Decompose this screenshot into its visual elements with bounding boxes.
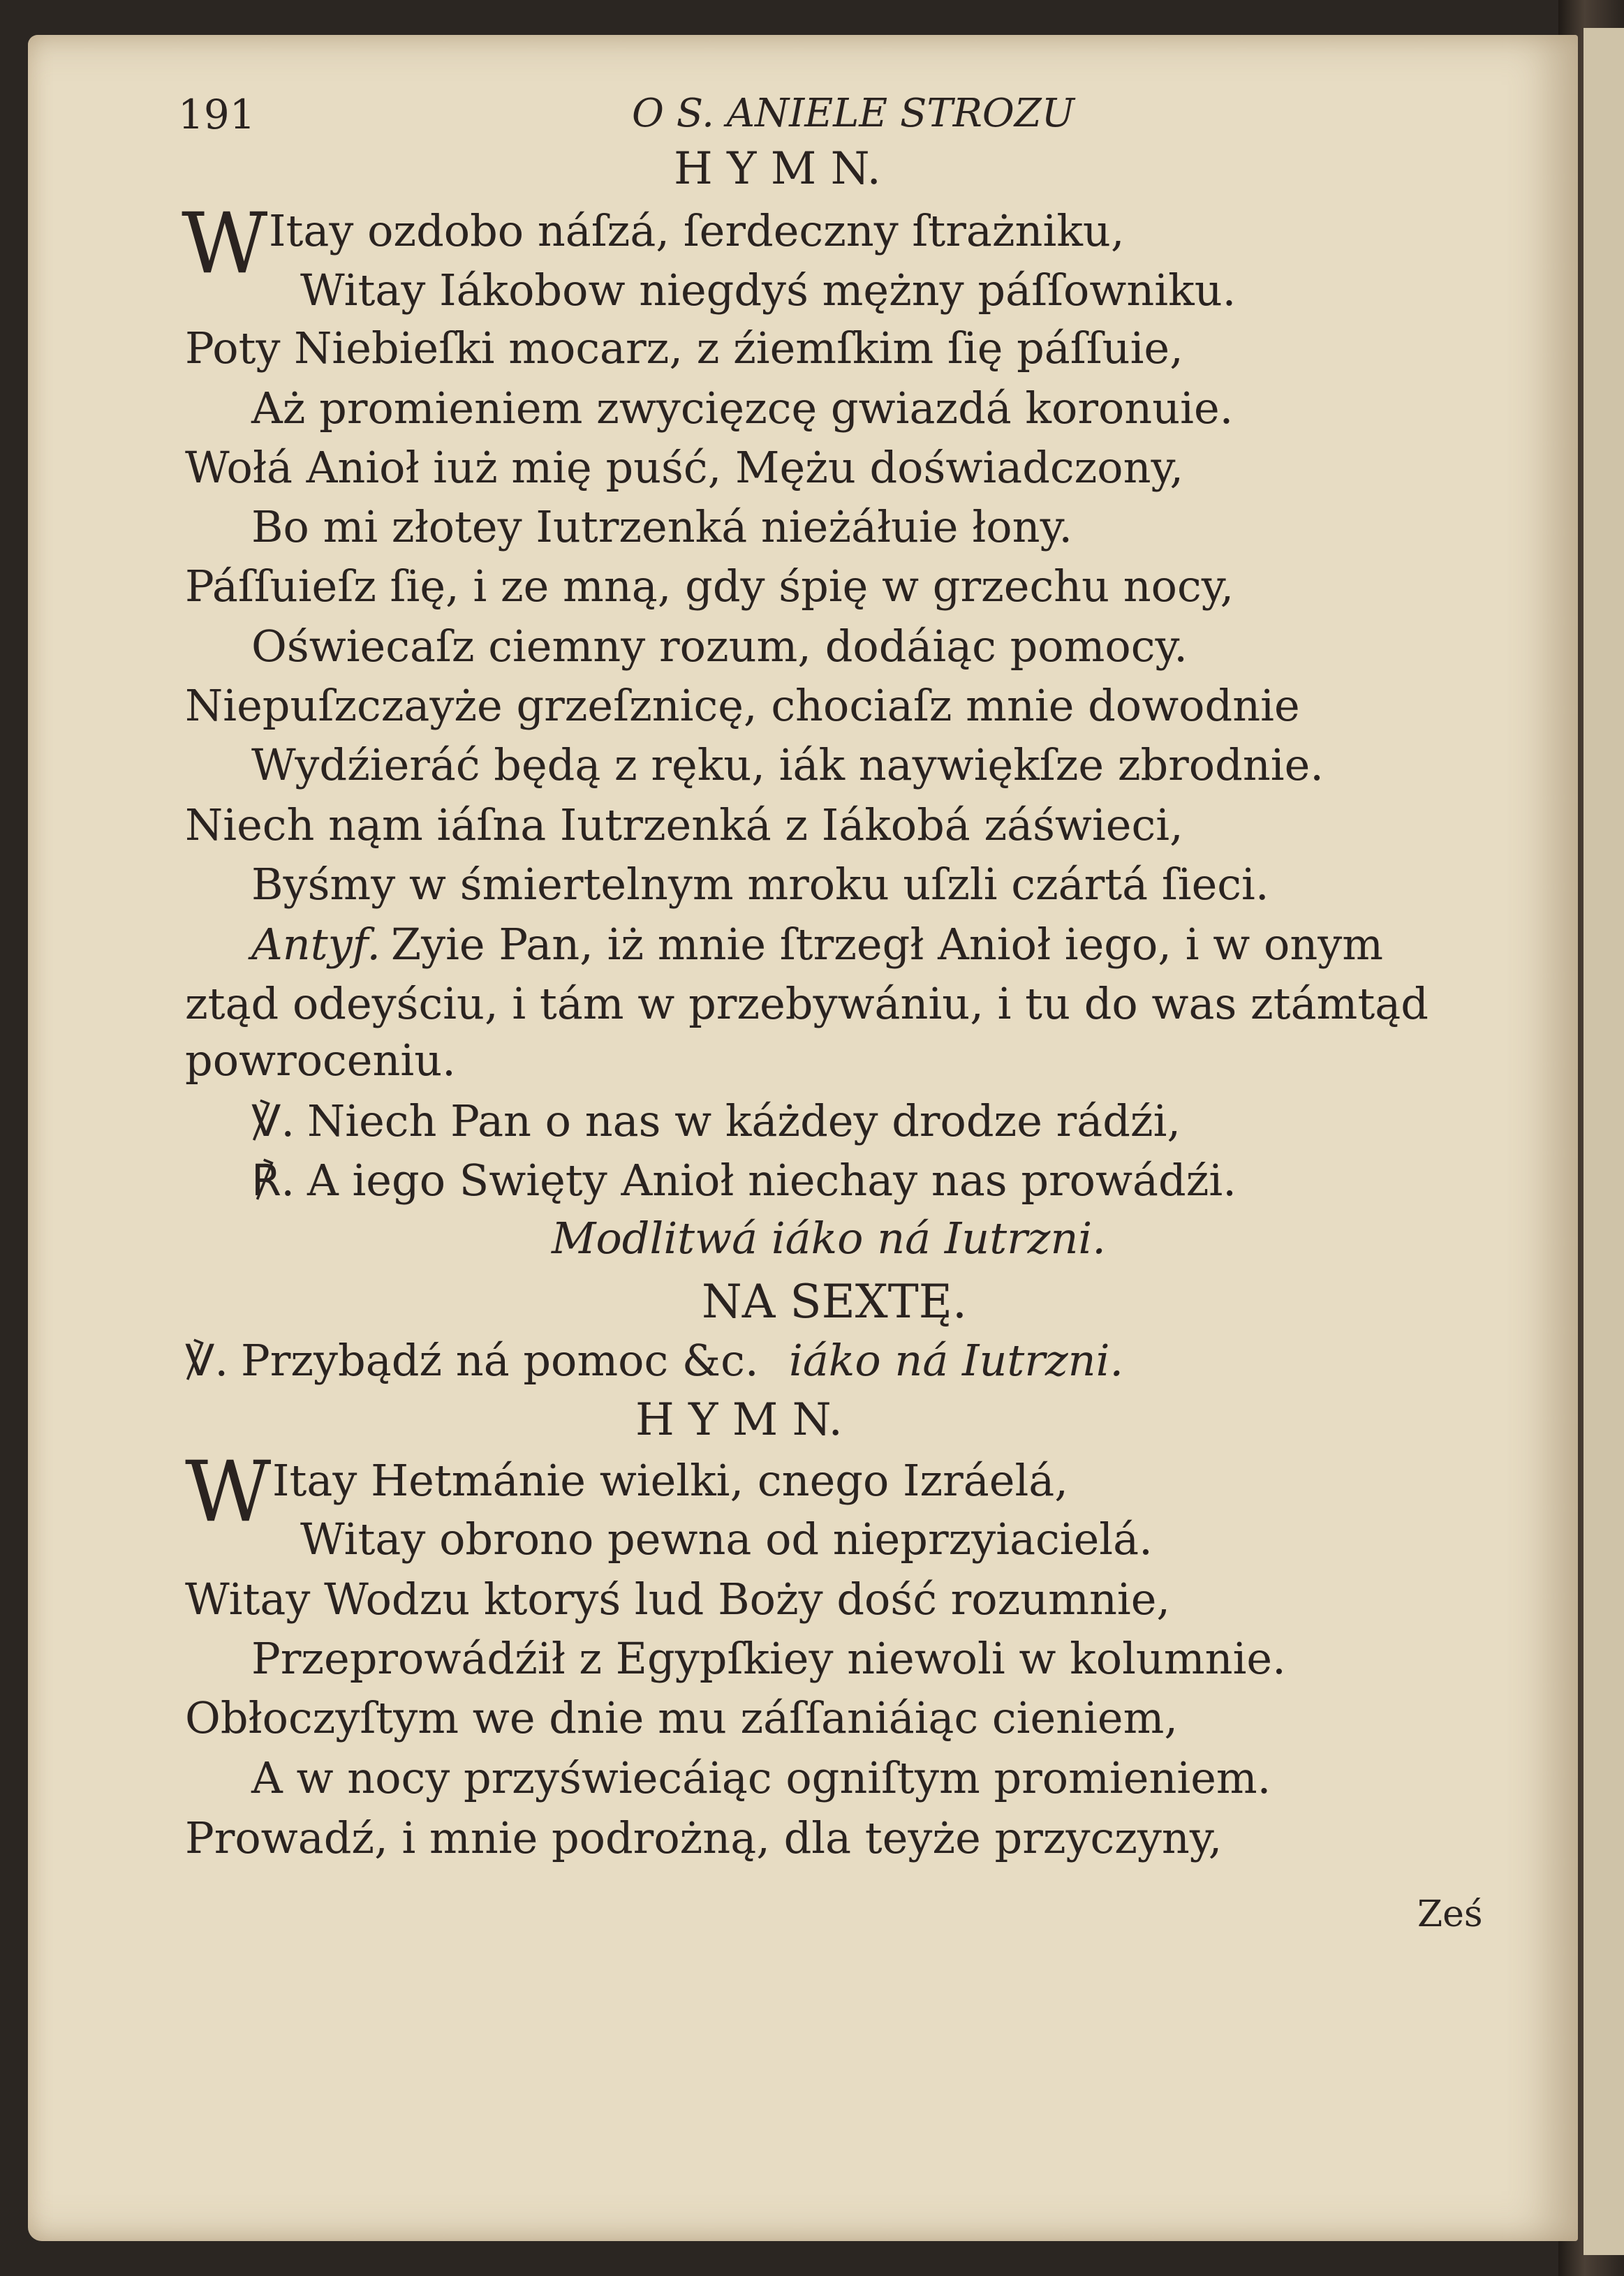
hymn-line: Wydźieráć będą z ręku, iák naywiękſze zbrodnie. bbox=[251, 739, 1324, 790]
antiphon-label: Antyf. bbox=[251, 919, 381, 970]
hymn-line: Itay ozdobo náſzá, ſerdeczny ſtrażniku, bbox=[269, 205, 1125, 256]
hymn-line: Witay obrono pewna od nieprzyiacielá. bbox=[300, 1514, 1153, 1565]
versicle-symbol: ℣. bbox=[185, 1335, 229, 1386]
response-text: A iego Swięty Anioł niechay nas prowádźi. bbox=[307, 1155, 1237, 1206]
hymn-line: Niepuſzczayże grzeſznicę, chociaſz mnie dowodnie bbox=[185, 680, 1300, 731]
hymn-line: Páſſuieſz ſię, i ze mną, gdy śpię w grzechu nocy, bbox=[185, 561, 1234, 612]
hymn-line: Niech nąm iáſna Iutrzenká z Iákobá záświeci, bbox=[185, 799, 1183, 850]
versicle-symbol: ℣. bbox=[251, 1095, 295, 1146]
hymn-line: Bo mi złotey Iutrzenká nieżáłuie łony. bbox=[251, 501, 1073, 552]
hymn-line: Prowadź, i mnie podrożną, dla teyże przyczyny, bbox=[185, 1812, 1223, 1863]
drop-cap: W bbox=[182, 195, 268, 293]
response-symbol: ℟. bbox=[251, 1155, 295, 1206]
hymn-line: Itay Hetmánie wielki, cnego Izráelá, bbox=[272, 1455, 1068, 1506]
hymn-title: H Y M N. bbox=[674, 143, 881, 195]
hymn-line: Oświecaſz ciemny rozum, dodáiąc pomocy. bbox=[251, 621, 1188, 672]
antiphon-text: Zyie Pan, iż mnie ſtrzegł Anioł iego, i w onym bbox=[391, 919, 1384, 970]
section-title: NA SEXTĘ. bbox=[702, 1275, 967, 1329]
drop-cap: W bbox=[185, 1444, 272, 1541]
hymn-line: Aż promieniem zwycięzcę gwiazdá koronuie. bbox=[251, 383, 1234, 434]
section-versicle-italic: iáko ná Iutrzni. bbox=[789, 1335, 1124, 1386]
hymn-line: A w nocy przyświecáiąc ogniſtym promieniem. bbox=[251, 1752, 1271, 1803]
running-head: O S. ANIELE STROZU bbox=[632, 91, 1075, 136]
hymn-line: Obłoczyſtym we dnie mu záſſaniáiąc cieniem, bbox=[185, 1692, 1179, 1743]
hymn-line: Poty Niebieſki mocarz, z źiemſkim ſię páſſuie, bbox=[185, 323, 1183, 374]
catchword: Ześ bbox=[1417, 1893, 1483, 1935]
prayer-note: Modlitwá iáko ná Iutrzni. bbox=[552, 1213, 1106, 1264]
hymn-title: H Y M N. bbox=[635, 1394, 843, 1446]
hymn-line: Wołá Anioł iuż mię puść, Mężu doświadczony, bbox=[185, 442, 1184, 493]
section-versicle-text: Przybądź ná pomoc &c. bbox=[241, 1335, 759, 1386]
hymn-line: Przeprowádźił z Egypſkiey niewoli w kolumnie. bbox=[251, 1633, 1286, 1684]
hymn-line: Byśmy w śmiertelnym mroku uſzli czártá ſieci. bbox=[251, 859, 1269, 910]
book-page bbox=[28, 35, 1578, 2241]
facing-page-edge bbox=[1584, 28, 1624, 2255]
hymn-line: Witay Wodzu ktoryś lud Boży dość rozumnie, bbox=[185, 1574, 1171, 1625]
antiphon-text: powroceniu. bbox=[185, 1035, 456, 1086]
hymn-line: Witay Iákobow niegdyś mężny páſſowniku. bbox=[300, 265, 1237, 316]
page-number: 191 bbox=[178, 91, 256, 138]
antiphon-text: ztąd odeyściu, i tám w przebywániu, i tu do was ztámtąd bbox=[185, 978, 1429, 1029]
versicle-text: Niech Pan o nas w káżdey drodze rádźi, bbox=[307, 1095, 1181, 1146]
